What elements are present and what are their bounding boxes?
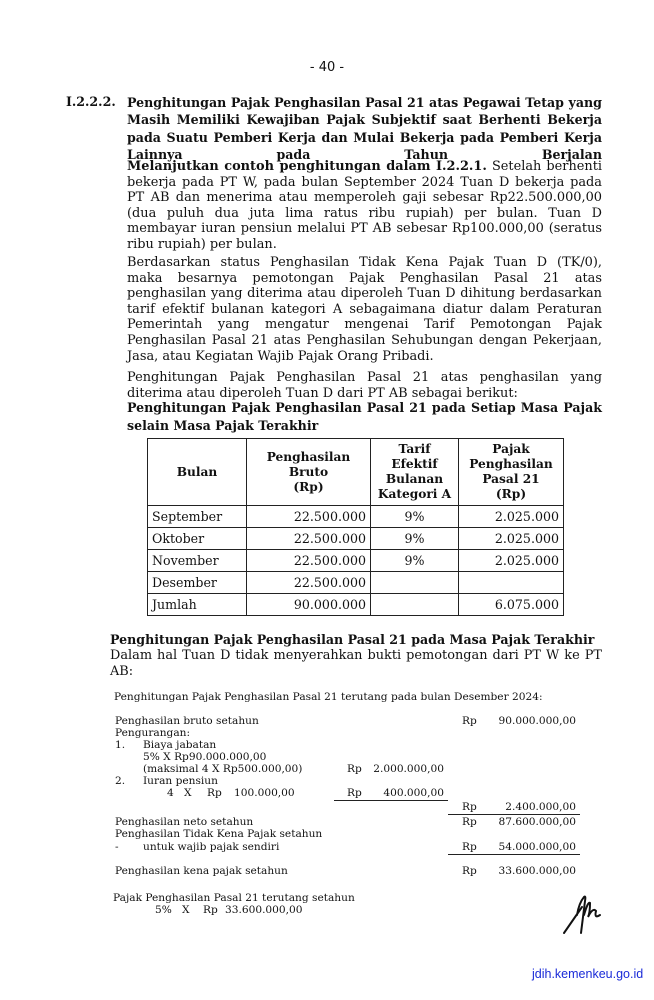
header-bulan: Bulan (148, 439, 247, 506)
calc-item1-formula: 5% X Rp90.000.000,00 (143, 751, 267, 763)
calc-ptkp-label: Penghasilan Tidak Kena Pajak setahun (115, 828, 323, 840)
calc-pengurangan-label: Pengurangan: (115, 727, 191, 739)
section-title (127, 94, 602, 163)
paragraph-ptkp-status (127, 255, 602, 364)
cell-tarif (371, 572, 459, 594)
header-bruto: Penghasilan Bruto (Rp) (247, 439, 371, 506)
paragraph-line: membayar iuran pensiun melalui PT AB sebesar Rp100.000,00 (seratus (127, 221, 602, 237)
calc-item1-value: 2.000.000,00 (373, 763, 444, 775)
header-tarif: Tarif Efektif Bulanan Kategori A (371, 439, 459, 506)
calc-neto-label: Penghasilan neto setahun (115, 816, 254, 828)
calc-item2-number: 2. (115, 775, 126, 787)
table-heading-line: selain Masa Pajak Terakhir (127, 418, 319, 433)
cell-bulan: Desember (148, 572, 247, 594)
paragraph-line: Penghitungan Pajak Penghasilan Pasal 21 atas penghasilan yang (127, 370, 602, 385)
cell-bulan: September (148, 506, 247, 528)
cell-bulan: November (148, 550, 247, 572)
cell-bruto: 22.500.000 (247, 550, 371, 572)
table-heading (127, 399, 602, 435)
paragraph-line: Penghasilan Pasal 21 atas Penghasilan Sehubungan dengan Pekerjaan, (127, 332, 602, 348)
cell-pajak: 2.025.000 (459, 550, 564, 572)
header-pajak: Pajak Penghasilan Pasal 21 (Rp) (459, 439, 564, 506)
signature-initial-icon (560, 893, 608, 937)
paragraph-line: maka besarnya pemotongan Pajak Penghasilan Pasal 21 atas (127, 270, 602, 286)
calc-tax-times: X (182, 904, 190, 916)
table-total-row (148, 594, 564, 616)
calc-ptkp-value: 54.000.000,00 (498, 841, 576, 853)
section-number: I.2.2.2. (66, 94, 116, 109)
paragraph-text: Setelah berhenti (486, 159, 602, 174)
section-title-line: pada Suatu Pemberi Kerja dan Mulai Bekerja pada Pemberi Kerja (127, 129, 602, 145)
calc-total-reduction-currency: Rp (462, 801, 477, 813)
calc-item2-base: 100.000,00 (234, 787, 295, 799)
calc-item2-times: X (184, 787, 192, 799)
paragraph-line: AB: (110, 663, 134, 679)
table-header-row (148, 439, 564, 506)
calc-pkp-label: Penghasilan kena pajak setahun (115, 865, 288, 877)
calc-ptkp-dash: - (115, 841, 119, 853)
cell-pajak: 2.025.000 (459, 506, 564, 528)
cell-pajak (459, 572, 564, 594)
calc-item1-currency: Rp (347, 763, 362, 775)
calc-item1-max: (maksimal 4 X Rp500.000,00) (143, 763, 303, 775)
paragraph-line: Berdasarkan status Penghasilan Tidak Kena Pajak Tuan D (TK/0), (127, 255, 602, 270)
cell-bruto: 90.000.000 (247, 594, 371, 616)
calc-ptkp-currency: Rp (462, 841, 477, 853)
cell-tarif (371, 594, 459, 616)
paragraph-line: (dua puluh dua juta lima ratus ribu rupiah) per bulan. Tuan D (127, 205, 602, 221)
cell-tarif: 9% (371, 506, 459, 528)
calc-item2-underline (334, 788, 448, 801)
paragraph-line: PT AB dan menerima atau memperoleh gaji sebesar Rp22.500.000,00 (127, 190, 602, 206)
calc-item2-label: Iuran pensiun (143, 775, 218, 787)
calc-item1-number: 1. (115, 739, 126, 751)
calc-tax-base: 33.600.000,00 (225, 904, 303, 916)
table-heading-line: Penghitungan Pajak Penghasilan Pasal 21 pada Setiap Masa Pajak (127, 400, 602, 415)
cell-bulan: Jumlah (148, 594, 247, 616)
calc-neto-currency: Rp (462, 816, 477, 828)
paragraph-line: Jasa, atau Kegiatan Wajib Pajak Orang Pribadi. (127, 348, 434, 364)
calc-tax-rate: 5% (155, 904, 172, 916)
last-period-heading: Penghitungan Pajak Penghasilan Pasal 21 pada Masa Pajak Terakhir (110, 632, 595, 647)
calc-total-reduction (448, 802, 580, 815)
calc-item2-value: 400.000,00 (383, 787, 444, 799)
cell-pajak: 6.075.000 (459, 594, 564, 616)
calc-tax-label: Pajak Penghasilan Pasal 21 terutang setahun (113, 892, 355, 904)
cell-bruto: 22.500.000 (247, 506, 371, 528)
paragraph-line: diterima atau diperoleh Tuan D dari PT AB sebagai berikut: (127, 385, 518, 401)
jdih-link[interactable]: jdih.kemenkeu.go.id (532, 967, 644, 981)
paragraph-line: penghasilan yang diterima atau diperoleh Tuan D dihitung berdasarkan (127, 286, 602, 302)
table-row (148, 506, 564, 528)
calc-item2-currency: Rp (347, 787, 362, 799)
calc-ptkp-sub: untuk wajib pajak sendiri (143, 841, 280, 853)
paragraph-line: bekerja pada PT W, pada bulan September 2024 Tuan D bekerja pada (127, 174, 602, 190)
page-number: - 40 - (309, 60, 345, 75)
paragraph-line: tarif efektif bulanan kategori A sebagaimana diatur dalam Peraturan (127, 301, 602, 317)
calc-pkp-value: 33.600.000,00 (498, 865, 576, 877)
section-title-line: Penghitungan Pajak Penghasilan Pasal 21 atas Pegawai Tetap yang (127, 95, 602, 110)
table-row (148, 528, 564, 550)
calc-bruto-label: Penghasilan bruto setahun (115, 715, 259, 727)
calc-title: Penghitungan Pajak Penghasilan Pasal 21 terutang pada bulan Desember 2024: (114, 691, 543, 703)
section-title-line: Masih Memiliki Kewajiban Pajak Subjektif saat Berhenti Bekerja (127, 112, 602, 128)
calc-ptkp-amount (448, 842, 580, 855)
cell-bruto: 22.500.000 (247, 528, 371, 550)
calc-item1-label: Biaya jabatan (143, 739, 217, 751)
paragraph-intro-table (127, 370, 602, 401)
section-title-line: Lainnya pada Tahun Berjalan (127, 146, 602, 162)
table-row (148, 550, 564, 572)
paragraph-line: ribu rupiah) per bulan. (127, 236, 277, 252)
cell-bulan: Oktober (148, 528, 247, 550)
cell-tarif: 9% (371, 528, 459, 550)
paragraph-continuation (127, 159, 602, 253)
table-row (148, 572, 564, 594)
calc-item2-multiplier: 4 (167, 787, 174, 799)
last-period-paragraph (110, 648, 602, 679)
calc-bruto-value: 90.000.000,00 (498, 715, 576, 727)
calc-tax-rp: Rp (203, 904, 218, 916)
calc-neto-value: 87.600.000,00 (498, 816, 576, 828)
paragraph-line: Pemerintah yang mengatur mengenai Tarif Pemotongan Pajak (127, 317, 602, 333)
paragraph-line: Dalam hal Tuan D tidak menyerahkan bukti pemotongan dari PT W ke PT (110, 648, 602, 663)
calc-pkp-currency: Rp (462, 865, 477, 877)
cell-pajak: 2.025.000 (459, 528, 564, 550)
pph21-monthly-table (147, 438, 564, 616)
calc-bruto-currency: Rp (462, 715, 477, 727)
cell-tarif: 9% (371, 550, 459, 572)
paragraph-line (127, 159, 602, 175)
calc-total-reduction-value: 2.400.000,00 (505, 801, 576, 813)
cell-bruto: 22.500.000 (247, 572, 371, 594)
paragraph-bold-lead: Melanjutkan contoh penghitungan dalam I.2.2.1. (127, 159, 487, 174)
calc-item2-rp: Rp (207, 787, 222, 799)
